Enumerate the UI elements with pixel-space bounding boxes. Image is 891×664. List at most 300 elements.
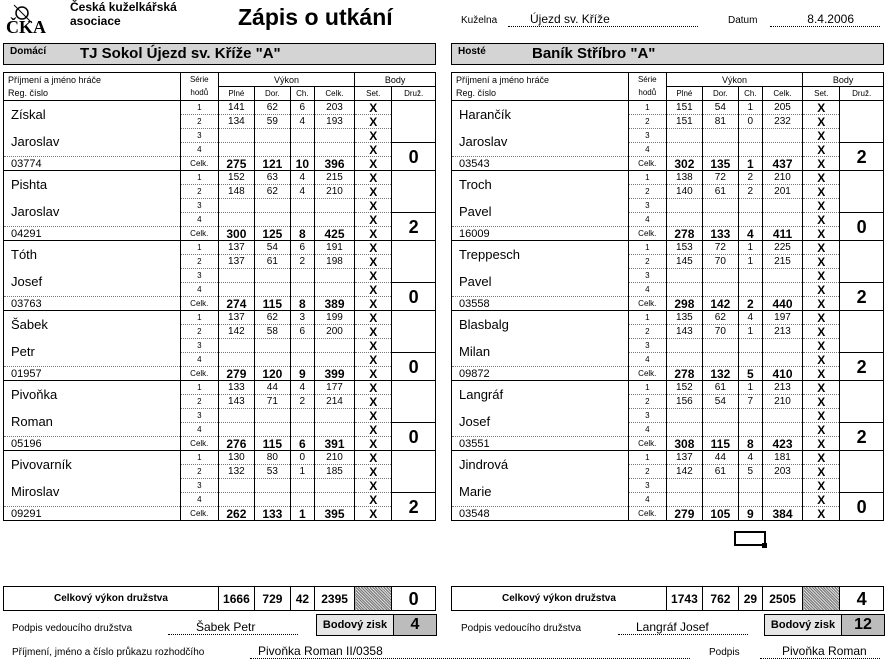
full-value: 152 (218, 171, 254, 185)
clear-value: 80 (254, 451, 290, 465)
home-team-name: TJ Sokol Újezd sv. Kříže "A" (80, 45, 281, 62)
set-mark: X (803, 339, 840, 353)
signature-field[interactable]: Pivoňka Roman (760, 644, 880, 659)
total-value: 215 (762, 255, 802, 269)
miss-value (738, 283, 762, 297)
clear-total: 142 (702, 297, 738, 311)
full-value: 142 (218, 325, 254, 339)
col-header-team: Druž. (840, 87, 884, 101)
venue-field[interactable]: Újezd sv. Kříže (508, 12, 698, 27)
series-number: 1 (628, 241, 666, 255)
player-team-points: 0 (392, 143, 436, 171)
total-value: 203 (314, 101, 354, 115)
organization-name (70, 0, 177, 28)
series-number: 4 (628, 493, 666, 507)
series-number: 2 (180, 185, 218, 199)
miss-value: 4 (290, 381, 314, 395)
set-total-mark: X (355, 437, 392, 451)
full-value (666, 269, 702, 283)
col-header-player: Příjmení a jméno hráče (452, 73, 629, 87)
home-total-shaded-cell (355, 587, 392, 611)
points-spacer (840, 101, 884, 143)
col-header-miss: Ch. (738, 87, 762, 101)
full-value: 137 (218, 241, 254, 255)
series-total-label: Celk. (180, 227, 218, 241)
full-value (218, 409, 254, 423)
total-value: 201 (762, 185, 802, 199)
col-header-full: Plné (218, 87, 254, 101)
clear-total: 105 (702, 507, 738, 521)
guest-total-label: Celkový výkon družstva (452, 587, 667, 611)
series-number: 1 (180, 101, 218, 115)
clear-value: 61 (702, 465, 738, 479)
player-firstname: Josef (4, 269, 181, 297)
clear-value (702, 409, 738, 423)
player-firstname: Milan (452, 339, 629, 367)
series-number: 3 (628, 409, 666, 423)
series-total-label: Celk. (628, 507, 666, 521)
clear-value: 53 (254, 465, 290, 479)
series-number: 4 (628, 353, 666, 367)
clear-value: 81 (702, 115, 738, 129)
set-mark: X (803, 241, 840, 255)
total-value: 193 (314, 115, 354, 129)
total-value: 185 (314, 465, 354, 479)
player-team-points: 0 (392, 423, 436, 451)
set-mark: X (803, 423, 840, 437)
miss-value (290, 143, 314, 157)
sum-total: 384 (762, 507, 802, 521)
home-total-full: 1666 (218, 587, 254, 611)
miss-value: 4 (290, 115, 314, 129)
miss-value: 7 (738, 395, 762, 409)
home-total-table (3, 586, 436, 611)
player-surname: Troch (452, 171, 629, 199)
points-spacer (392, 451, 436, 493)
player-team-points: 2 (840, 423, 884, 451)
col-header-clear: Dor. (254, 87, 290, 101)
set-total-mark: X (803, 157, 840, 171)
set-mark: X (355, 493, 392, 507)
miss-total: 9 (738, 507, 762, 521)
full-value (666, 479, 702, 493)
total-value (314, 283, 354, 297)
clear-total: 125 (254, 227, 290, 241)
player-team-points: 0 (392, 283, 436, 311)
sum-total: 423 (762, 437, 802, 451)
miss-value (290, 283, 314, 297)
full-value (218, 479, 254, 493)
full-value: 141 (218, 101, 254, 115)
guest-team-points: 4 (840, 587, 884, 611)
player-firstname: Pavel (452, 199, 629, 227)
series-number: 3 (180, 199, 218, 213)
player-firstname: Marie (452, 479, 629, 507)
full-value: 148 (218, 185, 254, 199)
set-mark: X (355, 143, 392, 157)
miss-total: 9 (290, 367, 314, 381)
total-value: 205 (762, 101, 802, 115)
total-value (762, 423, 802, 437)
player-surname: Pishta (4, 171, 181, 199)
player-firstname: Jaroslav (4, 199, 181, 227)
player-team-points: 0 (840, 213, 884, 241)
set-mark: X (355, 199, 392, 213)
home-side-label: Domácí (10, 46, 47, 57)
player-team-points: 2 (392, 213, 436, 241)
total-value: 210 (762, 171, 802, 185)
clear-value (702, 339, 738, 353)
full-value: 134 (218, 115, 254, 129)
player-surname: Jindrová (452, 451, 629, 479)
full-value (218, 493, 254, 507)
full-total: 308 (666, 437, 702, 451)
total-value (314, 143, 354, 157)
series-total-label: Celk. (628, 367, 666, 381)
clear-value (702, 353, 738, 367)
points-spacer (392, 241, 436, 283)
total-value (762, 213, 802, 227)
player-team-points: 0 (392, 353, 436, 381)
page-title: Zápis o utkání (238, 4, 393, 30)
series-number: 4 (628, 213, 666, 227)
full-total: 302 (666, 157, 702, 171)
full-value (218, 199, 254, 213)
full-value: 143 (218, 395, 254, 409)
full-value (666, 213, 702, 227)
guest-team-name: Baník Stříbro "A" (532, 45, 656, 62)
set-mark: X (803, 311, 840, 325)
miss-value: 3 (290, 311, 314, 325)
set-mark: X (803, 255, 840, 269)
total-value (314, 213, 354, 227)
guest-gained-label: Bodový zisk (764, 614, 842, 636)
miss-value: 4 (738, 451, 762, 465)
fill-handle[interactable] (762, 543, 767, 548)
sum-total: 437 (762, 157, 802, 171)
full-value (666, 423, 702, 437)
points-spacer (392, 381, 436, 423)
miss-value: 4 (290, 185, 314, 199)
miss-value (738, 353, 762, 367)
miss-value: 6 (290, 241, 314, 255)
player-firstname: Miroslav (4, 479, 181, 507)
series-total-label: Celk. (628, 437, 666, 451)
series-number: 3 (180, 339, 218, 353)
series-number: 3 (628, 479, 666, 493)
series-number: 3 (628, 129, 666, 143)
clear-total: 115 (702, 437, 738, 451)
set-mark: X (355, 479, 392, 493)
total-value: 210 (314, 451, 354, 465)
clear-value: 54 (702, 101, 738, 115)
series-number: 3 (180, 409, 218, 423)
col-header-miss: Ch. (290, 87, 314, 101)
player-surname: Tóth (4, 241, 181, 269)
miss-value: 1 (738, 325, 762, 339)
series-total-label: Celk. (180, 367, 218, 381)
set-mark: X (355, 115, 392, 129)
total-value (762, 269, 802, 283)
player-surname: Získal (4, 101, 181, 129)
set-mark: X (803, 409, 840, 423)
set-total-mark: X (803, 297, 840, 311)
full-value: 133 (218, 381, 254, 395)
cka-logo (2, 3, 66, 35)
sum-total: 411 (762, 227, 802, 241)
col-header-total: Celk. (762, 87, 802, 101)
player-reg-number: 03763 (4, 297, 181, 311)
set-mark: X (355, 171, 392, 185)
set-total-mark: X (355, 507, 392, 521)
total-value (762, 143, 802, 157)
clear-value (254, 339, 290, 353)
home-gained-value: 4 (393, 614, 437, 636)
total-value: 215 (314, 171, 354, 185)
series-number: 2 (628, 465, 666, 479)
series-total-label: Celk. (180, 437, 218, 451)
home-total-label: Celkový výkon družstva (4, 587, 219, 611)
clear-value (702, 213, 738, 227)
set-mark: X (803, 213, 840, 227)
set-mark: X (803, 325, 840, 339)
player-team-points: 2 (840, 143, 884, 171)
set-total-mark: X (355, 157, 392, 171)
total-value: 177 (314, 381, 354, 395)
col-header-player: Příjmení a jméno hráče (4, 73, 181, 87)
full-value (218, 129, 254, 143)
total-value: 210 (762, 395, 802, 409)
full-value (666, 199, 702, 213)
player-firstname: Josef (452, 409, 629, 437)
date-field[interactable]: 8.4.2006 (770, 12, 880, 27)
full-total: 278 (666, 227, 702, 241)
guest-total-clear: 762 (702, 587, 738, 611)
guest-total-sum: 2505 (762, 587, 802, 611)
col-header-points: Body (355, 73, 436, 87)
player-reg-number: 04291 (4, 227, 181, 241)
player-team-points: 2 (840, 353, 884, 381)
series-number: 1 (180, 171, 218, 185)
miss-value: 4 (738, 311, 762, 325)
set-total-mark: X (803, 507, 840, 521)
clear-value (702, 423, 738, 437)
set-mark: X (355, 325, 392, 339)
clear-value (254, 199, 290, 213)
points-spacer (840, 311, 884, 353)
miss-value: 6 (290, 101, 314, 115)
col-header-series: Série (180, 73, 218, 87)
player-reg-number: 03774 (4, 157, 181, 171)
clear-value: 61 (254, 255, 290, 269)
full-total: 275 (218, 157, 254, 171)
total-value: 199 (314, 311, 354, 325)
col-header-reg: Reg. číslo (452, 87, 629, 101)
full-total: 276 (218, 437, 254, 451)
miss-value (738, 409, 762, 423)
total-value (314, 199, 354, 213)
full-value (218, 213, 254, 227)
player-reg-number: 03543 (452, 157, 629, 171)
miss-value (290, 339, 314, 353)
total-value: 203 (762, 465, 802, 479)
miss-value (738, 269, 762, 283)
total-value: 197 (762, 311, 802, 325)
total-value (314, 423, 354, 437)
series-number: 3 (180, 129, 218, 143)
series-total-label: Celk. (628, 227, 666, 241)
sum-total: 391 (314, 437, 354, 451)
player-firstname: Jaroslav (452, 129, 629, 157)
home-captain-label: Podpis vedoucího družstva (12, 623, 133, 634)
total-value: 210 (314, 185, 354, 199)
full-total: 262 (218, 507, 254, 521)
full-value: 140 (666, 185, 702, 199)
guest-captain-label: Podpis vedoucího družstva (461, 623, 582, 634)
full-value (218, 353, 254, 367)
set-mark: X (355, 129, 392, 143)
total-value (762, 283, 802, 297)
series-number: 2 (180, 325, 218, 339)
miss-total: 8 (290, 297, 314, 311)
full-total: 279 (218, 367, 254, 381)
series-number: 1 (628, 311, 666, 325)
home-team-points: 0 (392, 587, 436, 611)
total-value: 191 (314, 241, 354, 255)
total-value (314, 409, 354, 423)
home-team-bar (3, 43, 436, 65)
set-mark: X (355, 409, 392, 423)
series-number: 1 (628, 171, 666, 185)
player-surname: Langráf (452, 381, 629, 409)
miss-value: 1 (738, 381, 762, 395)
set-mark: X (355, 395, 392, 409)
sum-total: 425 (314, 227, 354, 241)
series-number: 2 (628, 115, 666, 129)
miss-value (290, 199, 314, 213)
clear-value: 72 (702, 241, 738, 255)
total-value: 200 (314, 325, 354, 339)
col-header-full: Plné (666, 87, 702, 101)
clear-value: 62 (254, 101, 290, 115)
full-total: 298 (666, 297, 702, 311)
logo-text: ČKA (6, 17, 46, 35)
guest-captain-field[interactable]: Langráf Josef (618, 620, 748, 635)
full-value: 153 (666, 241, 702, 255)
set-mark: X (355, 241, 392, 255)
clear-total: 121 (254, 157, 290, 171)
full-value (218, 283, 254, 297)
clear-value (254, 143, 290, 157)
series-number: 2 (628, 325, 666, 339)
set-mark: X (355, 255, 392, 269)
full-value: 142 (666, 465, 702, 479)
full-value: 132 (218, 465, 254, 479)
series-number: 2 (628, 395, 666, 409)
miss-total: 8 (738, 437, 762, 451)
sum-total: 440 (762, 297, 802, 311)
total-value (762, 409, 802, 423)
set-mark: X (803, 493, 840, 507)
col-header-reg: Reg. číslo (4, 87, 181, 101)
player-reg-number: 01957 (4, 367, 181, 381)
col-header-set: Set. (355, 87, 392, 101)
clear-value (254, 493, 290, 507)
player-surname: Harančík (452, 101, 629, 129)
clear-total: 133 (254, 507, 290, 521)
venue-label: Kuželna (461, 15, 498, 26)
col-header-clear: Dor. (702, 87, 738, 101)
miss-total: 1 (738, 157, 762, 171)
clear-value: 44 (702, 451, 738, 465)
player-reg-number: 03548 (452, 507, 629, 521)
home-captain-field[interactable]: Šabek Petr (168, 620, 298, 635)
set-mark: X (355, 213, 392, 227)
total-value (762, 339, 802, 353)
col-header-performance: Výkon (218, 73, 354, 87)
full-value: 138 (666, 171, 702, 185)
set-total-mark: X (803, 227, 840, 241)
miss-value (738, 143, 762, 157)
total-value (762, 353, 802, 367)
miss-value (738, 339, 762, 353)
points-spacer (392, 171, 436, 213)
set-mark: X (355, 311, 392, 325)
miss-value: 1 (738, 255, 762, 269)
points-spacer (392, 101, 436, 143)
guest-score-table (451, 72, 884, 521)
set-mark: X (355, 185, 392, 199)
full-total: 278 (666, 367, 702, 381)
series-number: 4 (180, 493, 218, 507)
guest-team-bar (451, 43, 884, 65)
series-number: 1 (628, 381, 666, 395)
clear-value (254, 213, 290, 227)
clear-value (702, 283, 738, 297)
series-number: 2 (180, 115, 218, 129)
miss-value (738, 129, 762, 143)
full-value: 156 (666, 395, 702, 409)
series-number: 4 (180, 423, 218, 437)
miss-value (738, 213, 762, 227)
miss-value (290, 269, 314, 283)
series-number: 2 (180, 395, 218, 409)
set-mark: X (355, 283, 392, 297)
series-number: 4 (628, 143, 666, 157)
full-value (666, 143, 702, 157)
clear-value: 72 (702, 171, 738, 185)
set-mark: X (355, 465, 392, 479)
clear-total: 115 (254, 437, 290, 451)
total-value (314, 339, 354, 353)
referee-field[interactable]: Pivoňka Roman II/0358 (250, 644, 690, 659)
total-value: 232 (762, 115, 802, 129)
home-total-sum: 2395 (314, 587, 354, 611)
col-header-series: Série (628, 73, 666, 87)
guest-gained-value: 12 (841, 614, 885, 636)
sum-total: 410 (762, 367, 802, 381)
series-number: 3 (180, 479, 218, 493)
points-spacer (840, 171, 884, 213)
clear-total: 133 (702, 227, 738, 241)
series-number: 3 (628, 199, 666, 213)
full-value (666, 353, 702, 367)
set-mark: X (803, 451, 840, 465)
player-firstname: Jaroslav (4, 129, 181, 157)
full-value: 151 (666, 101, 702, 115)
miss-total: 5 (738, 367, 762, 381)
player-firstname: Petr (4, 339, 181, 367)
